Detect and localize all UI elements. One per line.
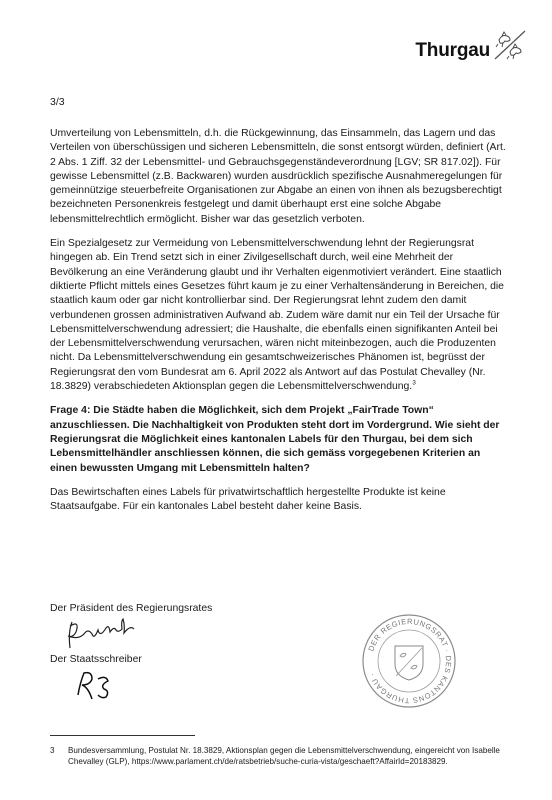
footnote-divider — [50, 735, 195, 736]
official-stamp — [360, 612, 458, 710]
thurgau-lions-icon — [492, 28, 528, 62]
paragraph-spezialgesetz — [50, 237, 508, 394]
footnote — [50, 745, 520, 767]
footnote-number: 3 — [50, 746, 55, 755]
stamp-text: DER REGIERUNGSRAT · DES KANTONS THURGAU · — [366, 616, 454, 706]
footnote-text: Bundesversammlung, Postulat Nr. 18.3829, Aktionsplan gegen die Lebensmittelverschwendung, eingereicht von Isabelle Chevalley (GLP), https://www.parlament.ch/de/ratsbetrieb/suche-curia-vista/geschaeft?AffairId=20183829. — [68, 746, 500, 766]
secretary-signature — [70, 665, 130, 701]
paragraph-text: Ein Spezialgesetz zur Vermeidung von Lebensmittelverschwendung lehnt der Regierungsrat hingegen ab. Ein Trend setzt sich in einer Zivilgesellschaft durch, weil eine Mehrheit der Bevölkerung an eine Veränderung glaubt und ihr Verhalten eigenmotiviert verändert. Eine staatlich diktierte Pflicht mittels eines Gesetzes führt kaum je zu einer Verhaltensänderung in Bereichen, die staatlich kaum oder gar nicht kontrollierbar sind. Der Regierungsrat lehnt zudem den damit verbundenen grossen administrativen Aufwand ab. Zudem wäre damit nur ein Teil der Ursache für Lebensmittelverschwendung adressiert; die Haushalte, die ebenfalls einen signifikanten Anteil bei der Lebensmittelverschwendung verursachen, wären nicht miteinbezogen, auch die Produzenten nicht. Da Lebensmittelverschwendung ein gesamtschweizerisches Phänomen ist, begrüsst der Regierungsrat den vom Bundesrat am 6. April 2022 als Antwort auf das Postulat Chevalley (Nr. 18.3829) verabschiedeten Aktionsplan gegen die Lebensmittelverschwendung. — [50, 238, 504, 393]
logo-text: Thurgau — [415, 40, 490, 61]
letter-body — [50, 127, 508, 524]
thurgau-logo — [415, 28, 528, 62]
page-number: 3/3 — [50, 96, 65, 108]
president-title: Der Präsident des Regierungsrates — [50, 603, 213, 614]
footnote-reference: 3 — [412, 379, 416, 387]
secretary-title: Der Staatsschreiber — [50, 654, 142, 665]
question-4: Frage 4: Die Städte haben die Möglichkeit, sich dem Projekt „FairTrade Town“ anzuschliessen. Die Nachhaltigkeit von Produkten steht dort im Vordergrund. Wie sieht der Regierungsrat die Möglichkeit eines kantonalen Labels für den Thurgau, bei dem sich Lebensmittelhändler anschliessen können, die sich gemäss vorgegebenen Kriterien an einen bewussten Umgang mit Lebensmitteln halten? — [50, 405, 500, 474]
paragraph-lebensmittel-umverteilung: Umverteilung von Lebensmitteln, d.h. die Rückgewinnung, das Einsammeln, das Lagern und das Verteilen von überschüssigen und sicheren Lebensmitteln, die sonst entsorgt würden, definiert (Art. 2 Abs. 1 Ziff. 32 der Lebensmittel- und Gebrauchsgegenständeverordnung [LGV; SR 817.02]). Für gewisse Lebensmittel (z.B. Backwaren) wurden ausdrücklich spezifische Ausnahmeregelungen für gemeinnützige steuerbefreite Organisationen zur Abgabe an einen von ihnen als bezugsberechtigt bezeichneten Personenkreis festgelegt und damit überhaupt erst eine solche Abgabe lebensmittelrechtlich ermöglicht. Bisher war das gesetzlich verboten. — [50, 128, 506, 225]
signature-block — [50, 603, 212, 701]
president-signature — [50, 616, 160, 658]
answer-4: Das Bewirtschaften eines Labels für privatwirtschaftlich hergestellte Produkte ist keine Staatsaufgabe. Für ein kantonales Label besteht daher keine Basis. — [50, 486, 446, 513]
